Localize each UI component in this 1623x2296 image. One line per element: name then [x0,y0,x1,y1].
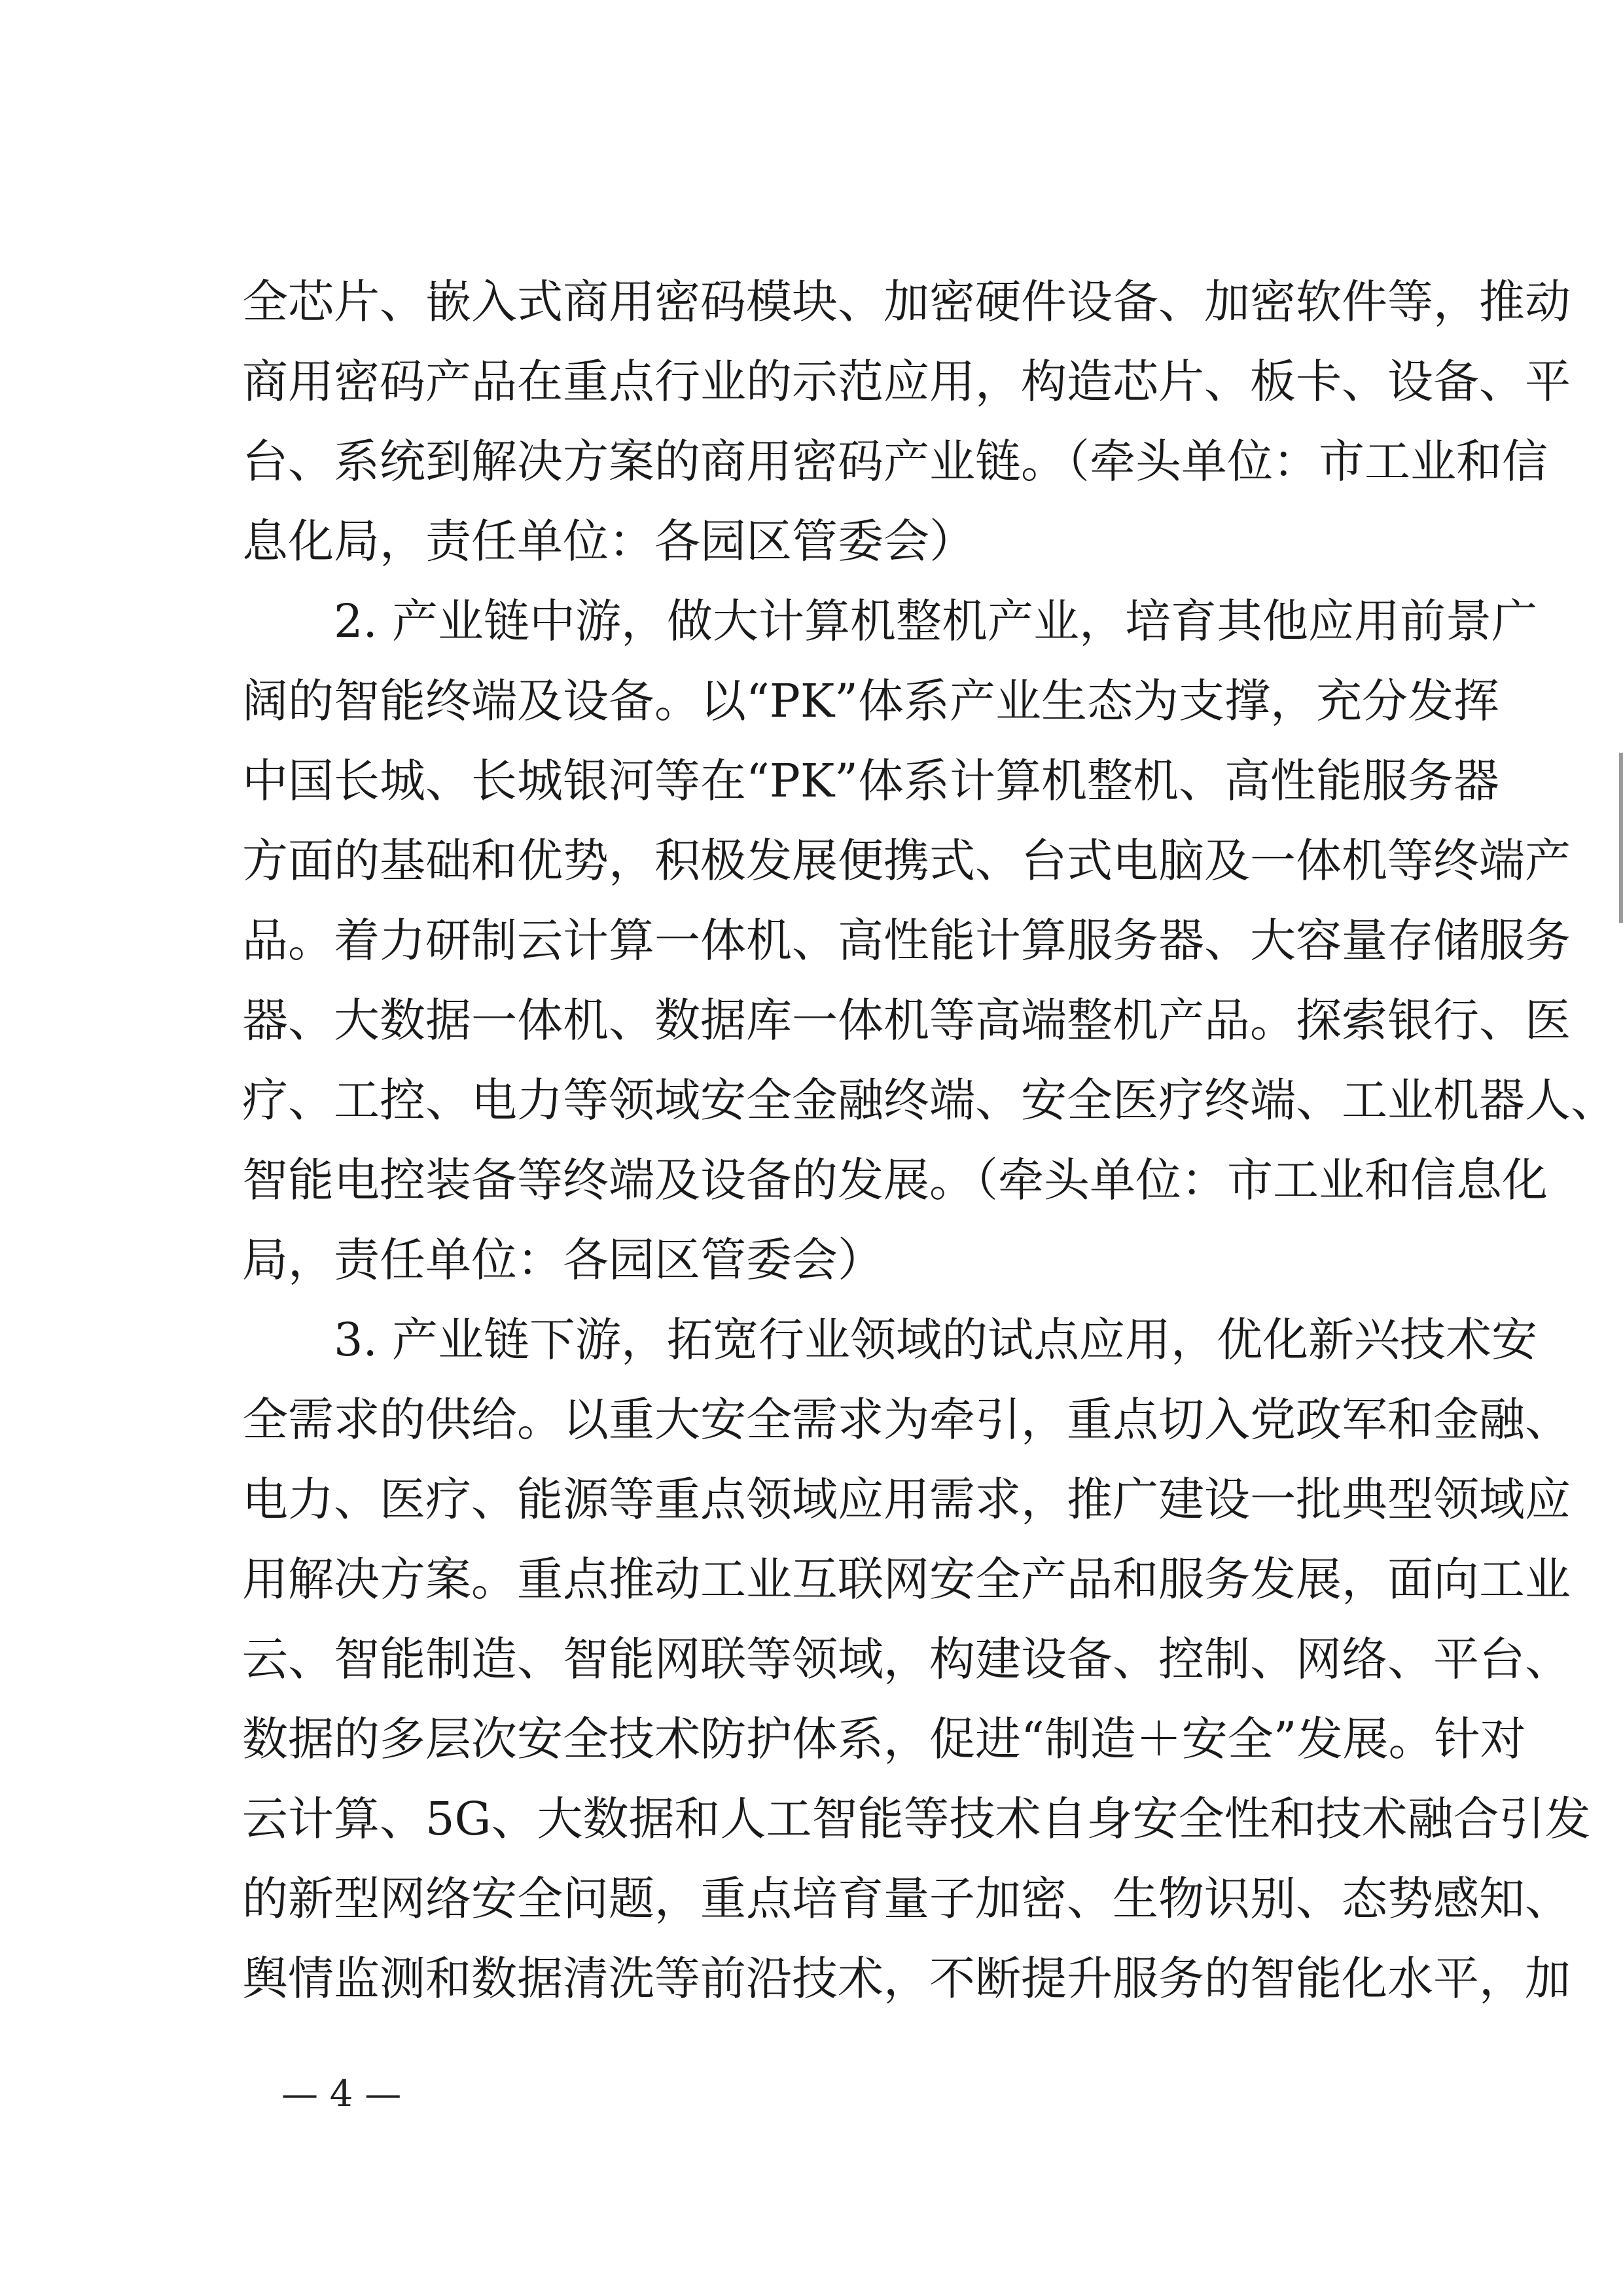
text-line: 疗、工控、电力等领域安全金融终端、安全医疗终端、工业机器人、 [242,1073,1616,1127]
paragraph-2-first-line: 2. 产业链中游，做大计算机整机产业，培育其他应用前景广 [334,594,1538,648]
body-text [242,262,1616,2018]
text-line: 台、系统到解决方案的商用密码产业链。（牵头单位：市工业和信 [242,435,1548,488]
paragraph-3-first-line: 3. 产业链下游，拓宽行业领域的试点应用，优化新兴技术安 [334,1313,1538,1367]
text-line: 商用密码产品在重点行业的示范应用，构造芯片、板卡、设备、平 [242,355,1571,408]
text-line: 阔的智能终端及设备。以“PK”体系产业生态为支撑，充分发挥 [242,674,1499,728]
text-line: 全芯片、嵌入式商用密码模块、加密硬件设备、加密软件等，推动 [242,275,1571,329]
text-line: 电力、医疗、能源等重点领域应用需求，推广建设一批典型领域应 [242,1473,1571,1526]
text-line: 云、智能制造、智能网联等领域，构建设备、控制、网络、平台、 [242,1632,1571,1686]
text-line: 数据的多层次安全技术防护体系，促进“制造＋安全”发展。针对 [242,1712,1526,1766]
text-line: 云计算、5G、大数据和人工智能等技术自身安全性和技术融合引发 [242,1792,1591,1846]
text-line: 舆情监测和数据清洗等前沿技术，不断提升服务的智能化水平，加 [242,1952,1571,2005]
text-line: 用解决方案。重点推动工业互联网安全产品和服务发展，面向工业 [242,1552,1571,1606]
text-line: 方面的基础和优势，积极发展便携式、台式电脑及一体机等终端产 [242,834,1571,888]
text-line: 品。着力研制云计算一体机、高性能计算服务器、大容量存储服务 [242,914,1571,967]
text-line: 器、大数据一体机、数据库一体机等高端整机产品。探索银行、医 [242,994,1571,1047]
text-line: 全需求的供给。以重大安全需求为牵引，重点切入党政军和金融、 [242,1393,1571,1446]
page-number: — 4 — [281,2073,402,2115]
text-line: 的新型网络安全问题，重点培育量子加密、生物识别、态势感知、 [242,1872,1571,1926]
text-line: 息化局，责任单位：各园区管委会） [242,514,975,568]
scan-edge-mark [1619,753,1623,923]
text-line: 局，责任单位：各园区管委会） [242,1233,883,1287]
text-line: 中国长城、长城银河等在“PK”体系计算机整机、高性能服务器 [242,754,1499,808]
text-line: 智能电控装备等终端及设备的发展。（牵头单位：市工业和信息化 [242,1153,1548,1207]
